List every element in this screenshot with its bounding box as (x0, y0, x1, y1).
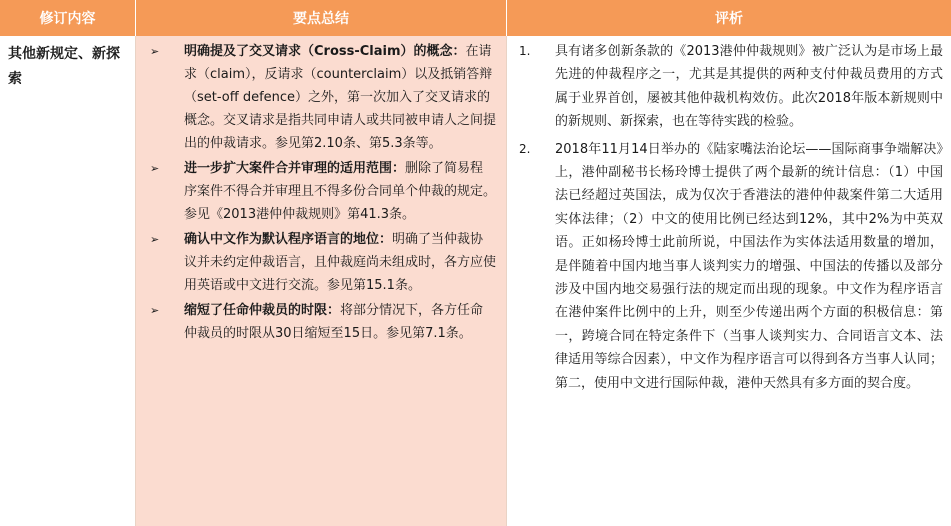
key-point-item (148, 299, 496, 345)
commentary-item (517, 40, 943, 134)
key-point-title: 确认中文作为默认程序语言的地位： (184, 232, 393, 247)
key-point-item (148, 40, 496, 155)
category-label: 其他新规定、新探索 (8, 46, 120, 87)
arrow-bullet-icon: ➢ (150, 304, 160, 317)
commentary-text: 2018年11月14日举办的《陆家嘴法治论坛——国际商事争端解决》上，港仲副秘书长杨玲博士提供了两个最新的统计信息：（1）中国法已经超过英国法，成为仅次于香港法的港仲仲裁案件第二大适用实体法律；（2）中文的使用比例已经达到12%，其中2%为中英双语。正如杨玲博士此前所说，中国法作为实体法适用数量的增加，是伴随着中国内地当事人谈判实力的增强、中国法的传播以及部分涉及中国内地交易强行法的规定而出现的现象。中文作为程序语言在港仲案件比例中的上升，则至少传递出两个方面的积极信息：第一，跨境合同在特定条件下（当事人谈判实力、合同语言文本、法律适用等综合因素），中文作为程序语言可以得到各方当事人认同；第二，使用中文进行国际仲裁，港仲天然具有多方面的契合度。 (555, 141, 943, 391)
key-points-cell (136, 36, 507, 526)
commentary-text: 具有诸多创新条款的《2013港仲仲裁规则》被广泛认为是市场上最先进的仲裁程序之一，尤其是其提供的两种支付仲裁员费用的方式属于业界首创，屡被其他仲裁机构效仿。此次2018年版本新规则中的新规则、新探索，也在等待实践的检验。 (555, 44, 943, 130)
key-point-body: 在请求（claim），反请求（counterclaim）以及抵销答辩（set-off defence）之外，第一次加入了交叉请求的概念。交叉请求是指共同申请人或共同被申请人之间提出的仲裁请求。参见第2.10条、第5.3条等。 (184, 44, 497, 151)
key-point-title: 进一步扩大案件合并审理的适用范围： (184, 161, 406, 176)
commentary-number: 2. (519, 141, 531, 156)
key-point-body: 将部分情况下，各方任命仲裁员的时限从30日缩短至15日。参见第7.1条。 (184, 303, 484, 341)
key-point-body: 明确了当仲裁协议并未约定仲裁语言，且仲裁庭尚未组成时，各方应使用英语或中文进行交流。参见第15.1条。 (184, 232, 497, 293)
header-revision-content: 修订内容 (0, 0, 136, 36)
header-key-points: 要点总结 (136, 0, 507, 36)
key-point-item (148, 228, 496, 297)
key-point-title: 缩短了任命仲裁员的时限： (184, 303, 341, 318)
category-cell (0, 36, 136, 526)
arrow-bullet-icon: ➢ (150, 45, 160, 58)
key-point-title: 明确提及了交叉请求（Cross-Claim）的概念： (184, 44, 466, 59)
arrow-bullet-icon: ➢ (150, 162, 160, 175)
key-point-item (148, 157, 496, 226)
header-commentary: 评析 (507, 0, 951, 36)
arrow-bullet-icon: ➢ (150, 233, 160, 246)
commentary-item (517, 138, 943, 395)
commentary-cell (507, 36, 951, 526)
key-point-body: 删除了简易程序案件不得合并审理且不得多份合同单个仲裁的规定。参见《2013港仲仲裁规则》第41.3条。 (184, 161, 497, 222)
commentary-number: 1. (519, 44, 531, 58)
